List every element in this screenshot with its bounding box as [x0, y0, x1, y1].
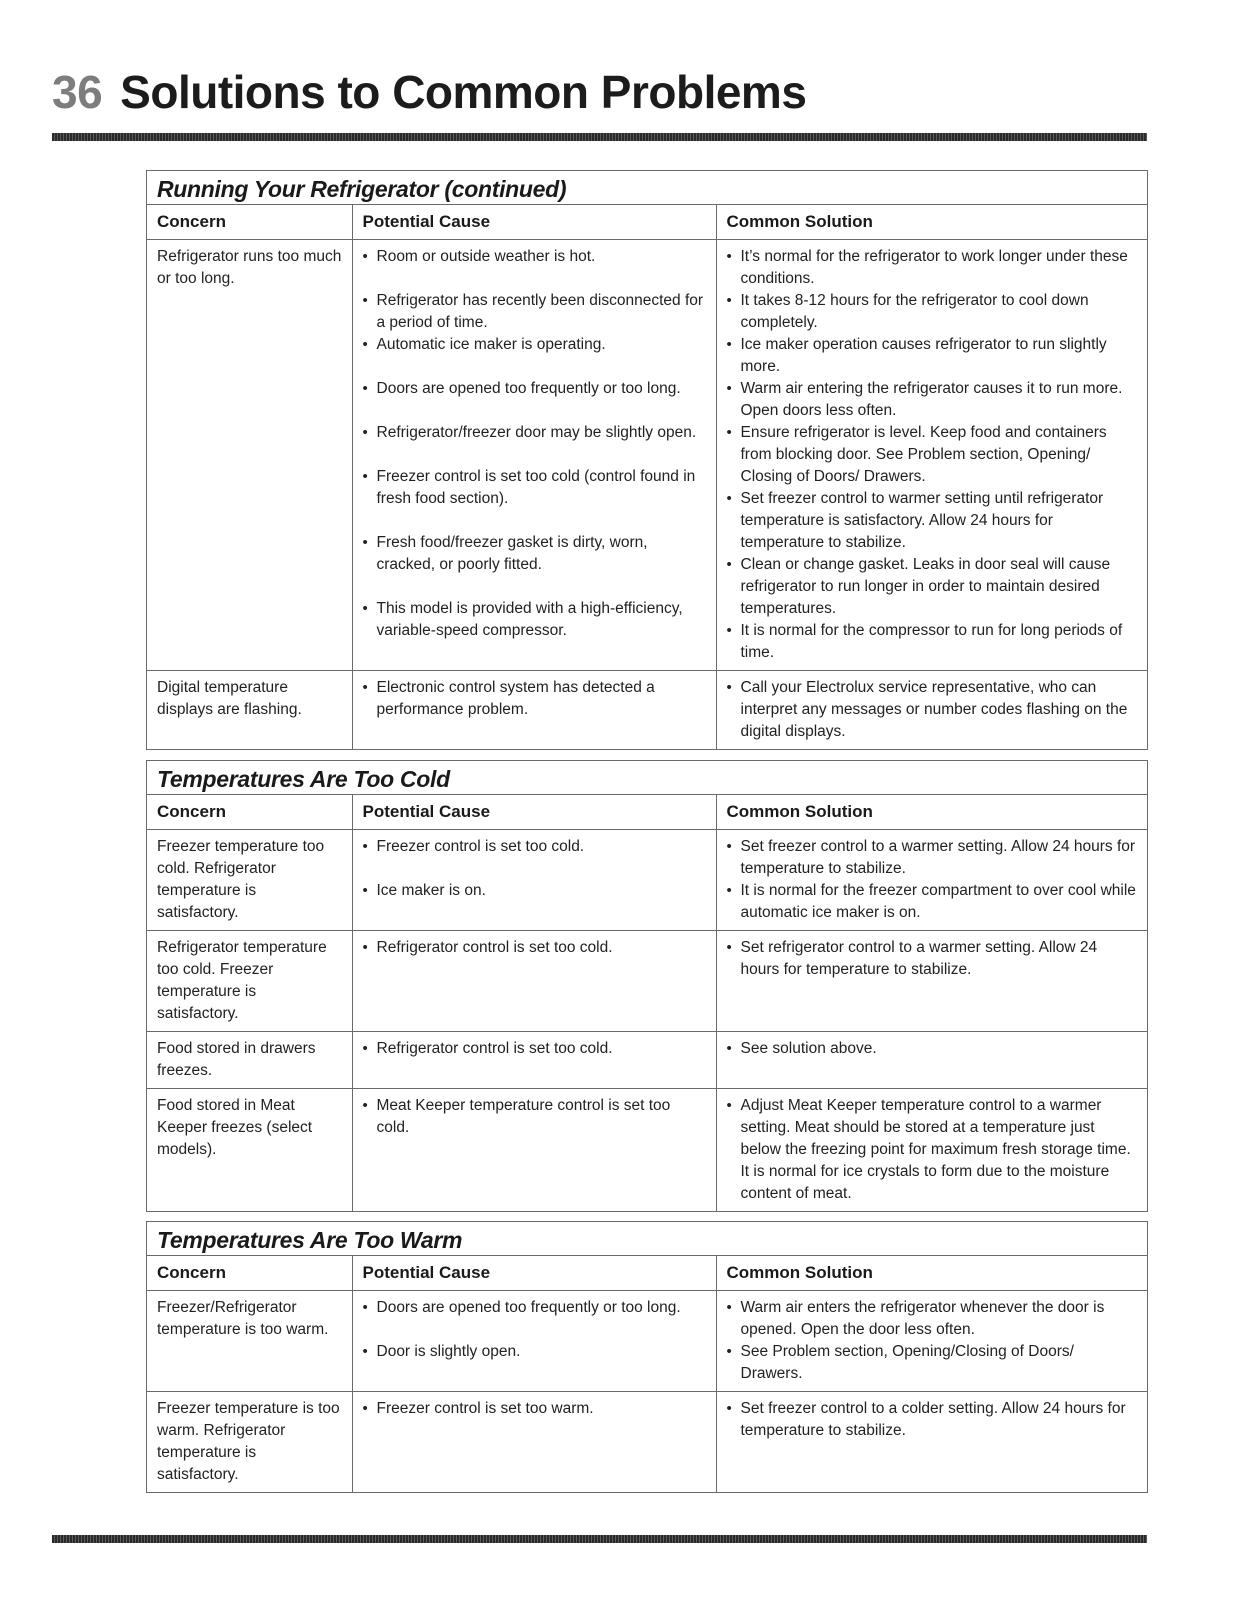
cause-cell [352, 671, 716, 750]
concern-cell: Freezer temperature too cold. Refrigerator temperature is satisfactory. [157, 838, 325, 921]
concern-cell: Freezer/Refrigerator temperature is too warm. [157, 1299, 329, 1338]
cause-item: • Refrigerator has recently been disconnected for a period of time. [363, 290, 706, 334]
cause-header: Potential Cause [352, 1256, 716, 1291]
solution-cell [716, 931, 1147, 1032]
cause-item: • Ice maker is on. [363, 880, 706, 902]
solution-item: • It is normal for the compressor to run for long periods of time. [727, 620, 1138, 664]
solution-list [727, 937, 1138, 981]
solution-list [727, 836, 1138, 924]
cause-cell [352, 1291, 716, 1392]
cause-item: • Refrigerator control is set too cold. [363, 937, 706, 959]
cause-item: • Doors are opened too frequently or too long. [363, 378, 706, 400]
page-header [52, 62, 1147, 122]
table-row [147, 1089, 1147, 1212]
cause-list [363, 1095, 706, 1139]
concern-header: Concern [147, 205, 352, 240]
cause-item: • Doors are opened too frequently or too long. [363, 1297, 706, 1319]
solution-item: • Set freezer control to a colder setting. Allow 24 hours for temperature to stabilize. [727, 1398, 1138, 1442]
page-number: 36 [52, 66, 103, 118]
solution-item: • Ensure refrigerator is level. Keep food and containers from blocking door. See Problem section, Opening/ Closing of Doors/ Drawers. [727, 422, 1138, 488]
section-title: Temperatures Are Too Cold [147, 761, 1147, 795]
cause-item: • Freezer control is set too cold (control found in fresh food section). [363, 466, 706, 510]
solution-list [727, 677, 1138, 743]
section-1 [146, 760, 1148, 1212]
cause-list [363, 937, 706, 959]
section-2 [146, 1221, 1148, 1493]
solution-item: • See solution above. [727, 1038, 1138, 1060]
header-rule [52, 133, 1147, 141]
solution-header: Common Solution [716, 1256, 1147, 1291]
cause-item: • Fresh food/freezer gasket is dirty, worn, cracked, or poorly fitted. [363, 532, 706, 576]
header-row [147, 795, 1147, 830]
solution-item: • Clean or change gasket. Leaks in door seal will cause refrigerator to run longer in order to maintain desired temperatures. [727, 554, 1138, 620]
section-title: Running Your Refrigerator (continued) [147, 171, 1147, 205]
solution-list [727, 1398, 1138, 1442]
header-row [147, 205, 1147, 240]
solution-header: Common Solution [716, 795, 1147, 830]
cause-cell [352, 1392, 716, 1493]
header-row [147, 1256, 1147, 1291]
solution-cell [716, 1089, 1147, 1212]
solution-item: • Set freezer control to warmer setting until refrigerator temperature is satisfactory. Allow 24 hours for temperature to stabilize. [727, 488, 1138, 554]
cause-item: • Meat Keeper temperature control is set too cold. [363, 1095, 706, 1139]
cause-item: • Freezer control is set too cold. [363, 836, 706, 858]
cause-cell [352, 1089, 716, 1212]
cause-cell [352, 240, 716, 671]
cause-item: • Room or outside weather is hot. [363, 246, 706, 268]
cause-item: • Electronic control system has detected a performance problem. [363, 677, 706, 721]
solution-item: • Warm air enters the refrigerator whenever the door is opened. Open the door less often. [727, 1297, 1138, 1341]
solution-list [727, 246, 1138, 664]
solution-item: • Warm air entering the refrigerator causes it to run more. Open doors less often. [727, 378, 1138, 422]
solution-cell [716, 1392, 1147, 1493]
solution-item: • Call your Electrolux service representative, who can interpret any messages or number codes flashing on the digital displays. [727, 677, 1138, 743]
cause-list [363, 677, 706, 721]
solution-item: • Set refrigerator control to a warmer setting. Allow 24 hours for temperature to stabilize. [727, 937, 1138, 981]
cause-item: • Refrigerator/freezer door may be slightly open. [363, 422, 706, 444]
table-row [147, 1032, 1147, 1089]
troubleshooting-table [147, 795, 1147, 1211]
table-row [147, 830, 1147, 931]
cause-cell [352, 830, 716, 931]
troubleshooting-table [147, 205, 1147, 749]
solution-header: Common Solution [716, 205, 1147, 240]
solution-cell [716, 1032, 1147, 1089]
solution-item: • See Problem section, Opening/Closing of Doors/ Drawers. [727, 1341, 1138, 1385]
table-row [147, 931, 1147, 1032]
cause-list [363, 836, 706, 902]
section-0 [146, 170, 1148, 750]
concern-cell: Refrigerator temperature too cold. Freezer temperature is satisfactory. [147, 931, 352, 1032]
cause-item: • Refrigerator control is set too cold. [363, 1038, 706, 1060]
solution-item: • Adjust Meat Keeper temperature control to a warmer setting. Meat should be stored at a temperature just below the freezing point for maximum fresh storage time. It is normal for ice crystals to form due to the moisture content of meat. [727, 1095, 1138, 1205]
cause-header: Potential Cause [352, 795, 716, 830]
solution-cell [716, 240, 1147, 671]
cause-item: • This model is provided with a high-efficiency, variable-speed compressor. [363, 598, 706, 642]
cause-cell [352, 1032, 716, 1089]
footer-rule [52, 1535, 1147, 1543]
concern-header: Concern [147, 795, 352, 830]
solution-cell [716, 830, 1147, 931]
cause-list [363, 1038, 706, 1060]
solution-list [727, 1297, 1138, 1385]
cause-header: Potential Cause [352, 205, 716, 240]
solution-cell [716, 1291, 1147, 1392]
concern-cell: Refrigerator runs too much or too long. [157, 248, 342, 287]
solution-cell [716, 671, 1147, 750]
solution-item: • It takes 8-12 hours for the refrigerator to cool down completely. [727, 290, 1138, 334]
concern-cell: Freezer temperature is too warm. Refrigerator temperature is satisfactory. [147, 1392, 352, 1493]
solution-item: • It is normal for the freezer compartment to over cool while automatic ice maker is on. [727, 880, 1138, 924]
solution-list [727, 1038, 1138, 1060]
cause-list [363, 1297, 706, 1363]
cause-item: • Freezer control is set too warm. [363, 1398, 706, 1420]
page-title-line [52, 62, 1147, 122]
cause-item: • Door is slightly open. [363, 1341, 706, 1363]
table-row [147, 1392, 1147, 1493]
table-row [147, 1291, 1147, 1392]
cause-cell [352, 931, 716, 1032]
page-title: Solutions to Common Problems [120, 66, 807, 118]
troubleshooting-table [147, 1256, 1147, 1492]
cause-item: • Automatic ice maker is operating. [363, 334, 706, 356]
solution-item: • Ice maker operation causes refrigerator to run slightly more. [727, 334, 1138, 378]
cause-list [363, 246, 706, 642]
table-row [147, 240, 1147, 671]
solution-item: • It’s normal for the refrigerator to work longer under these conditions. [727, 246, 1138, 290]
concern-cell: Food stored in Meat Keeper freezes (select models). [147, 1089, 352, 1212]
section-title: Temperatures Are Too Warm [147, 1222, 1147, 1256]
concern-cell: Food stored in drawers freezes. [147, 1032, 352, 1089]
table-row [147, 671, 1147, 750]
concern-cell: Digital temperature displays are flashing. [147, 671, 352, 750]
solution-item: • Set freezer control to a warmer setting. Allow 24 hours for temperature to stabilize. [727, 836, 1138, 880]
concern-header: Concern [147, 1256, 352, 1291]
solution-list [727, 1095, 1138, 1205]
cause-list [363, 1398, 706, 1420]
